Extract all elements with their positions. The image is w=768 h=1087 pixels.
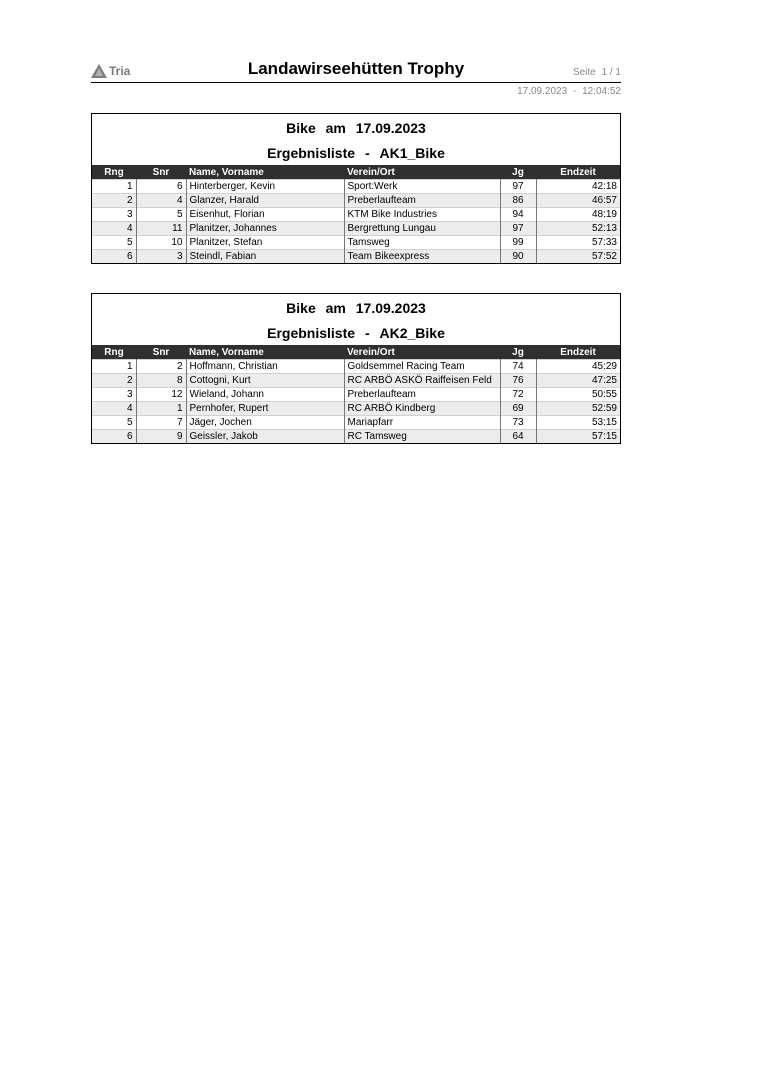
table-row <box>92 180 620 194</box>
cell-jg: 76 <box>500 374 536 388</box>
table-row <box>92 402 620 416</box>
list-separator: - <box>364 325 370 341</box>
list-category: AK1_Bike <box>379 145 445 161</box>
list-label: Ergebnisliste <box>267 325 356 341</box>
cell-rng: 4 <box>92 402 136 416</box>
cell-verein: Team Bikeexpress <box>344 250 500 264</box>
cell-snr: 1 <box>136 402 186 416</box>
col-header-endzeit: Endzeit <box>560 166 596 178</box>
cell-verein: RC ARBÖ ASKÖ Raiffeisen Feld <box>344 374 500 388</box>
table-row <box>92 360 620 374</box>
cell-endzeit: 57:33 <box>591 237 617 248</box>
cell-endzeit: 48:19 <box>591 209 617 220</box>
list-separator: - <box>364 145 370 161</box>
col-header-name: Name, Vorname <box>189 346 264 358</box>
cell-jg: 72 <box>500 388 536 402</box>
cell-endzeit: 50:55 <box>591 389 617 400</box>
page-label: Seite <box>572 67 596 78</box>
cell-snr: 9 <box>136 430 186 444</box>
list-title <box>92 141 620 165</box>
cell-rng: 1 <box>92 180 136 194</box>
event-am: am <box>325 300 346 316</box>
cell-name: Planitzer, Stefan <box>186 236 344 250</box>
cell-jg: 73 <box>500 416 536 430</box>
list-category: AK2_Bike <box>379 325 445 341</box>
table-row <box>92 374 620 388</box>
col-header-jg: Jg <box>512 166 524 178</box>
event-am: am <box>325 120 346 136</box>
cell-snr: 3 <box>136 250 186 264</box>
cell-jg: 94 <box>500 208 536 222</box>
print-date: 17.09.2023 <box>517 86 568 97</box>
cell-name: Eisenhut, Florian <box>186 208 344 222</box>
results-table <box>92 345 620 443</box>
cell-rng: 5 <box>92 416 136 430</box>
cell-snr: 6 <box>136 180 186 194</box>
logo-text: Tria <box>109 64 131 78</box>
cell-name: Geissler, Jakob <box>186 430 344 444</box>
cell-snr: 2 <box>136 360 186 374</box>
cell-endzeit: 47:25 <box>591 375 617 386</box>
print-timestamp <box>514 86 621 97</box>
cell-name: Pernhofer, Rupert <box>186 402 344 416</box>
cell-snr: 7 <box>136 416 186 430</box>
event-title <box>92 116 620 141</box>
event-date: 17.09.2023 <box>355 120 426 136</box>
results-box-ak2 <box>91 293 621 444</box>
cell-verein: KTM Bike Industries <box>344 208 500 222</box>
table-header <box>92 345 620 360</box>
cell-verein: Sport:Werk <box>344 180 500 194</box>
cell-verein: Bergrettung Lungau <box>344 222 500 236</box>
table-row <box>92 388 620 402</box>
cell-endzeit: 52:13 <box>591 223 617 234</box>
table-row <box>92 416 620 430</box>
col-header-verein: Verein/Ort <box>347 166 395 178</box>
triangle-logo-icon <box>91 64 107 78</box>
col-header-endzeit: Endzeit <box>560 346 596 358</box>
cell-jg: 90 <box>500 250 536 264</box>
cell-rng: 2 <box>92 194 136 208</box>
event-name: Bike <box>286 120 316 136</box>
cell-name: Cottogni, Kurt <box>186 374 344 388</box>
cell-verein: RC ARBÖ Kindberg <box>344 402 500 416</box>
cell-endzeit: 52:59 <box>591 403 617 414</box>
cell-jg: 97 <box>500 180 536 194</box>
cell-jg: 69 <box>500 402 536 416</box>
cell-rng: 2 <box>92 374 136 388</box>
cell-verein: Mariapfarr <box>344 416 500 430</box>
cell-snr: 11 <box>136 222 186 236</box>
cell-name: Glanzer, Harald <box>186 194 344 208</box>
cell-name: Wieland, Johann <box>186 388 344 402</box>
cell-endzeit: 45:29 <box>591 361 617 372</box>
cell-rng: 3 <box>92 208 136 222</box>
cell-snr: 8 <box>136 374 186 388</box>
results-table <box>92 165 620 263</box>
col-header-verein: Verein/Ort <box>347 346 395 358</box>
cell-endzeit: 53:15 <box>591 417 617 428</box>
cell-snr: 10 <box>136 236 186 250</box>
cell-endzeit: 46:57 <box>591 195 617 206</box>
cell-jg: 74 <box>500 360 536 374</box>
cell-endzeit: 57:52 <box>591 251 617 262</box>
page-header <box>91 60 621 83</box>
list-title <box>92 321 620 345</box>
list-label: Ergebnisliste <box>267 145 356 161</box>
cell-rng: 1 <box>92 360 136 374</box>
table-body <box>92 360 620 444</box>
cell-snr: 5 <box>136 208 186 222</box>
col-header-rng: Rng <box>104 346 124 358</box>
event-date: 17.09.2023 <box>355 300 426 316</box>
cell-snr: 4 <box>136 194 186 208</box>
table-row <box>92 208 620 222</box>
document-title: Landawirseehütten Trophy <box>247 59 465 78</box>
table-row <box>92 222 620 236</box>
table-row <box>92 430 620 444</box>
tria-logo <box>91 63 130 79</box>
table-body <box>92 180 620 264</box>
cell-endzeit: 42:18 <box>591 181 617 192</box>
cell-verein: RC Tamsweg <box>344 430 500 444</box>
cell-jg: 86 <box>500 194 536 208</box>
event-name: Bike <box>286 300 316 316</box>
cell-name: Hinterberger, Kevin <box>186 180 344 194</box>
cell-jg: 64 <box>500 430 536 444</box>
col-header-name: Name, Vorname <box>189 166 264 178</box>
cell-snr: 12 <box>136 388 186 402</box>
page-value: 1 / 1 <box>601 67 621 78</box>
event-title <box>92 296 620 321</box>
results-box-ak1 <box>91 113 621 264</box>
table-header <box>92 165 620 180</box>
table-row <box>92 194 620 208</box>
cell-endzeit: 57:15 <box>591 431 617 442</box>
col-header-snr: Snr <box>152 346 170 358</box>
cell-rng: 5 <box>92 236 136 250</box>
cell-rng: 6 <box>92 250 136 264</box>
timestamp-separator: - <box>572 86 577 97</box>
cell-rng: 3 <box>92 388 136 402</box>
cell-verein: Goldsemmel Racing Team <box>344 360 500 374</box>
cell-verein: Tamsweg <box>344 236 500 250</box>
cell-name: Jäger, Jochen <box>186 416 344 430</box>
col-header-jg: Jg <box>512 346 524 358</box>
cell-rng: 4 <box>92 222 136 236</box>
cell-jg: 99 <box>500 236 536 250</box>
cell-verein: Preberlaufteam <box>344 388 500 402</box>
cell-verein: Preberlaufteam <box>344 194 500 208</box>
print-time: 12:04:52 <box>582 86 621 97</box>
cell-name: Hoffmann, Christian <box>186 360 344 374</box>
cell-rng: 6 <box>92 430 136 444</box>
col-header-rng: Rng <box>104 166 124 178</box>
cell-jg: 97 <box>500 222 536 236</box>
cell-name: Steindl, Fabian <box>186 250 344 264</box>
table-row <box>92 236 620 250</box>
table-row <box>92 250 620 264</box>
col-header-snr: Snr <box>152 166 170 178</box>
cell-name: Planitzer, Johannes <box>186 222 344 236</box>
page-number <box>570 67 621 78</box>
